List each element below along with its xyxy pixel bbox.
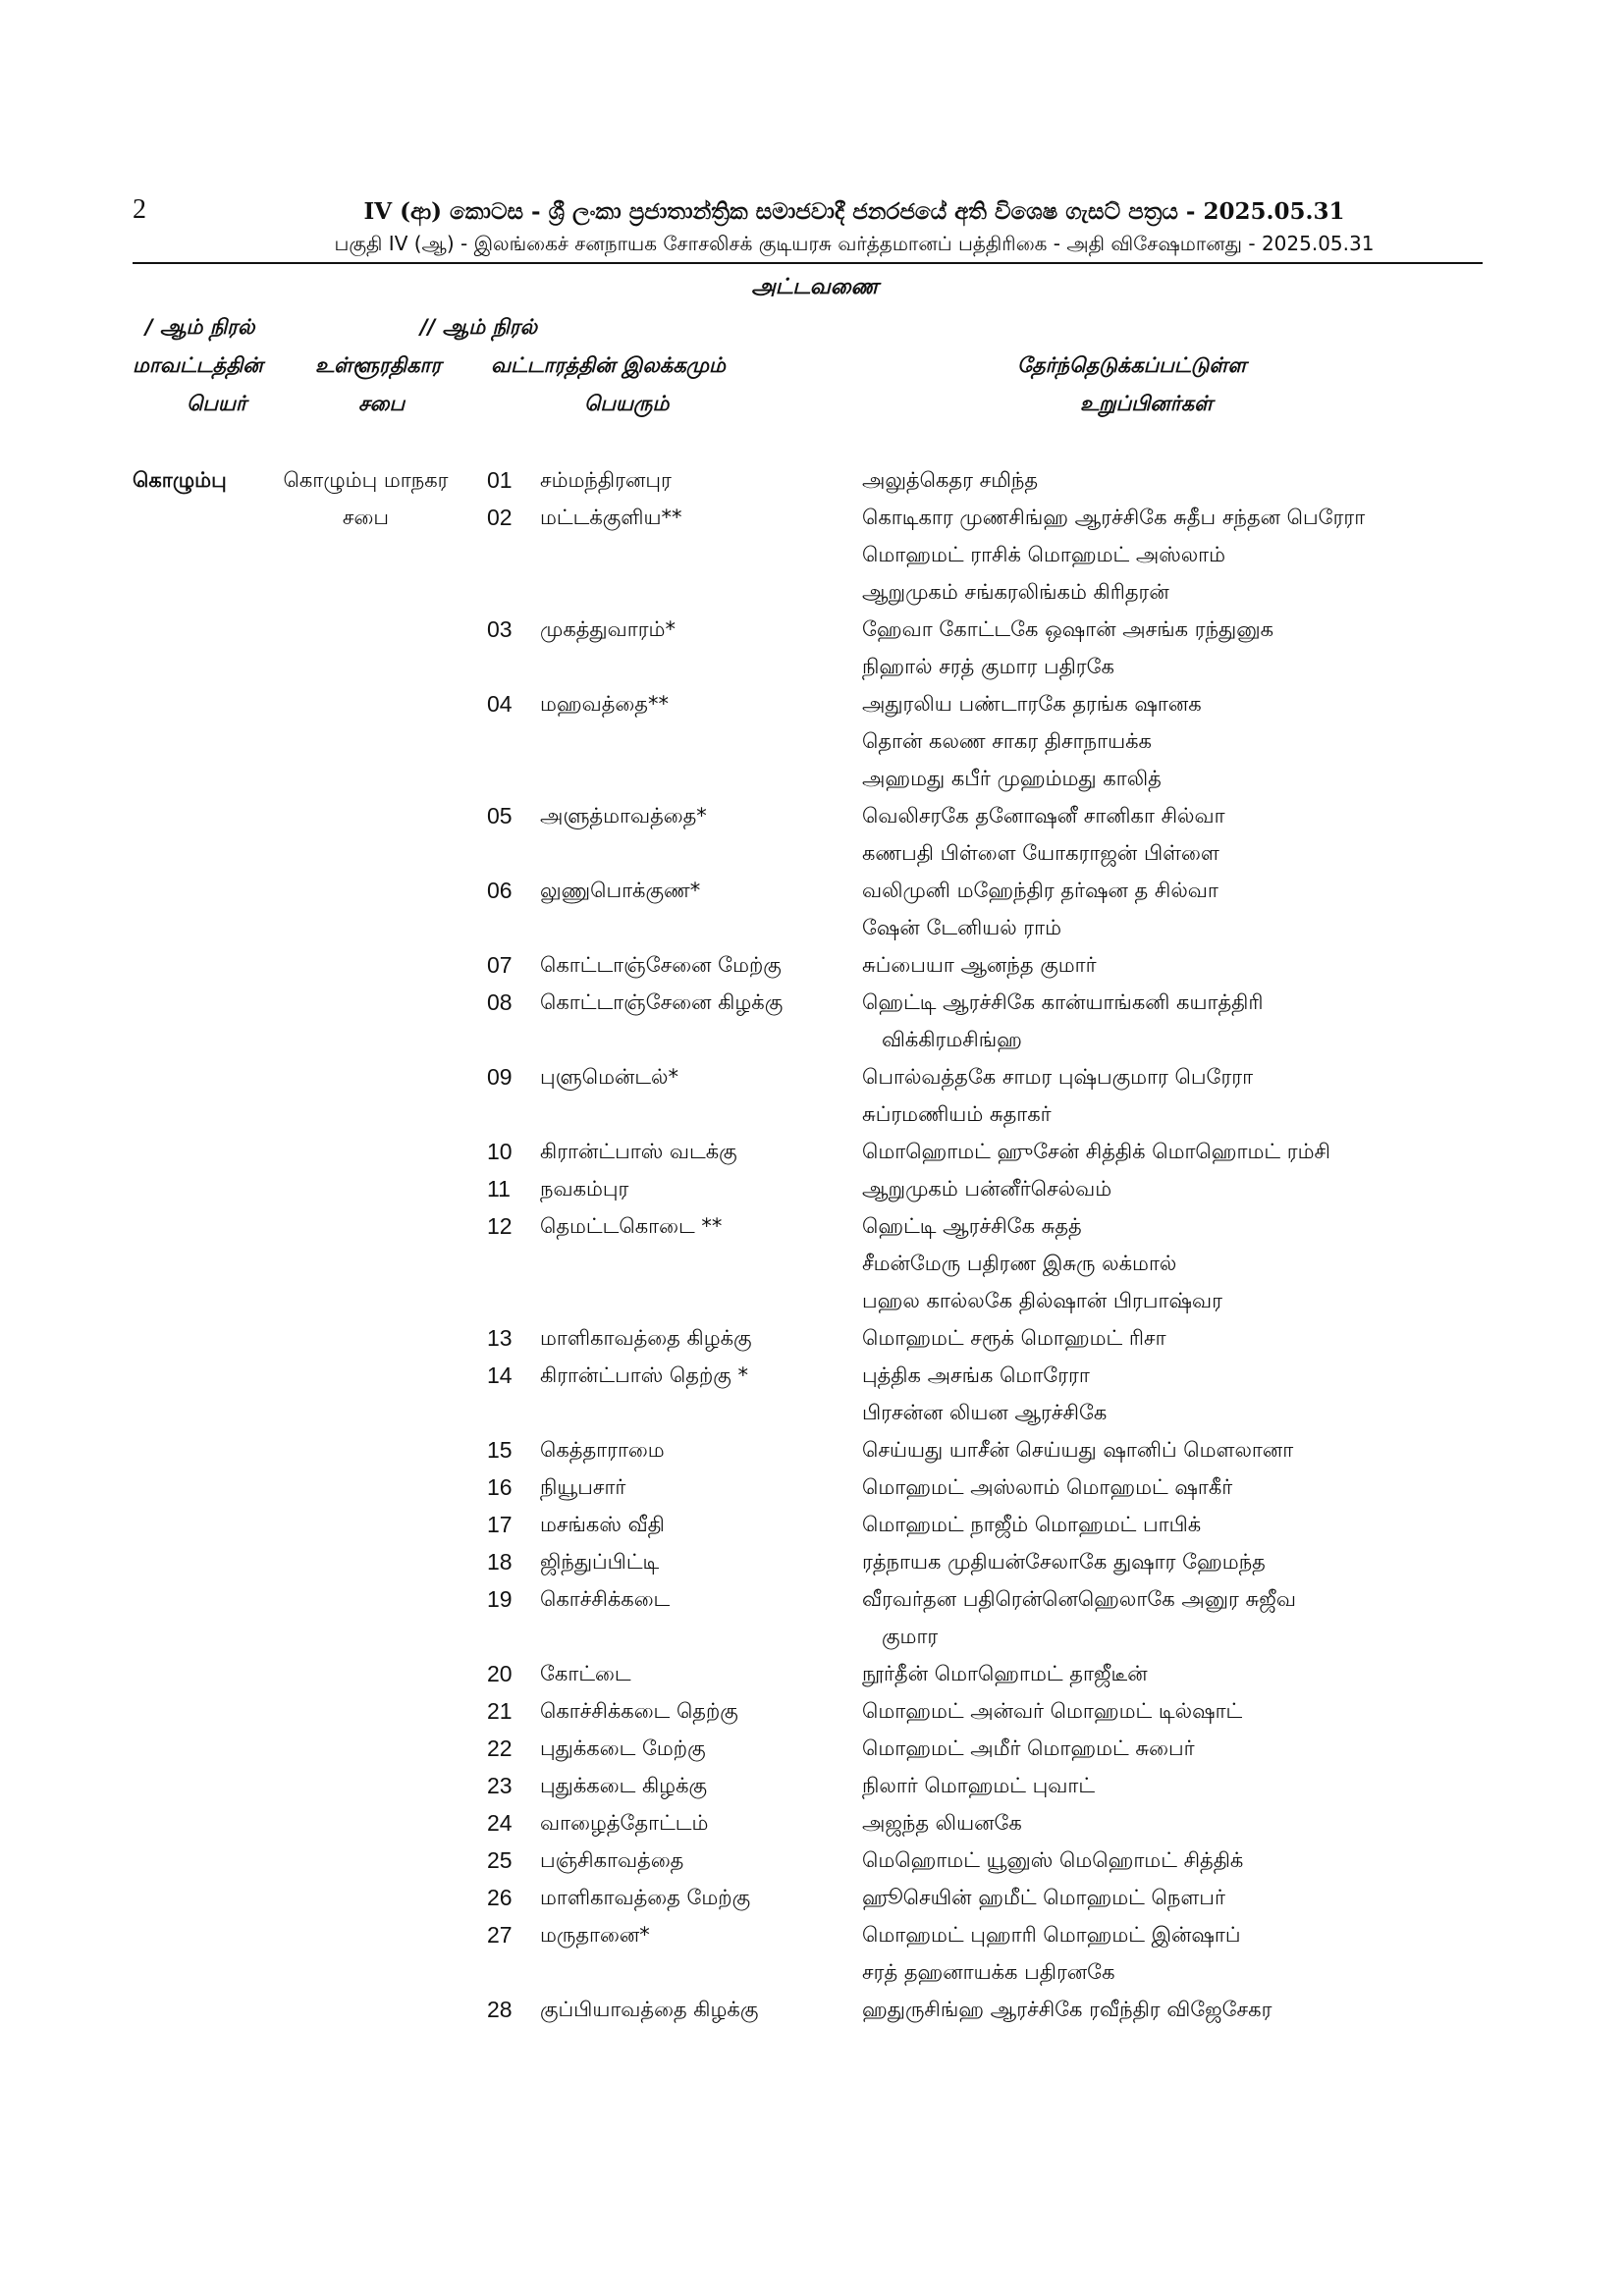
table-row	[0, 722, 1624, 760]
table-row	[0, 461, 1624, 499]
ward-number: 17	[487, 1512, 513, 1537]
table-row	[0, 1058, 1624, 1095]
table-row	[0, 797, 1624, 834]
member-name: பொல்வத்தகே சாமர புஷ்பகுமார பெரேரா	[862, 1065, 1254, 1089]
member-name: ஹதுருசிங்ஹ ஆரச்சிகே ரவீந்திர விஜேசேகர	[862, 1998, 1272, 2021]
member-name: சரத் தஹனாயக்க பதிரனகே	[862, 1960, 1115, 1984]
members-header-2: உறுப்பினர்கள்	[1080, 392, 1214, 415]
member-name: ஹெட்டி ஆரச்சிகே சுதத்	[862, 1214, 1082, 1238]
page-number: 2	[133, 194, 146, 225]
table-row	[0, 1655, 1624, 1692]
ward-name: மருதானை*	[540, 1923, 650, 1947]
member-name: ஹேவா கோட்டகே ஒஷான் அசங்க ரந்துனுக	[862, 617, 1274, 641]
member-name: சுப்பையா ஆனந்த குமார்	[862, 953, 1097, 977]
table-row	[0, 573, 1624, 611]
gazette-header-sinhala: IV (ආ) කොටස - ශ්‍රී ලංකා ප්‍රජාතාන්ත්‍රික සමාජවාදී ජනරජයේ අති විශෙෂ ගැසට් පත්‍රය - 2025.05.31	[363, 198, 1345, 225]
member-name: புத்திக அசங்க மொரேரா	[862, 1363, 1090, 1387]
ward-number: 19	[487, 1586, 513, 1612]
member-name: வீரவர்தன பதிரென்னெஹெலாகே அனுர சுஜீவ	[862, 1587, 1296, 1611]
council-name: சபை	[342, 506, 390, 529]
ward-number: 12	[487, 1213, 513, 1239]
ward-number: 09	[487, 1064, 513, 1090]
ward-name: சம்மந்திரனபுர	[540, 468, 672, 492]
member-name: கொடிகார முணசிங்ஹ ஆரச்சிகே சுதீப சந்தன பெரேரா	[862, 506, 1366, 529]
member-name: மொஹமட் புஹாரி மொஹமட் இன்ஷாப்	[862, 1923, 1241, 1947]
ward-number: 25	[487, 1847, 513, 1873]
header-rule	[133, 262, 1483, 264]
ward-number: 21	[487, 1698, 513, 1724]
table-row	[0, 685, 1624, 722]
table-row	[0, 1804, 1624, 1842]
ward-number: 15	[487, 1437, 513, 1463]
column-labels-row	[0, 308, 1624, 347]
ward-name: லுணுபொக்குண*	[540, 879, 701, 902]
ward-number: 27	[487, 1922, 513, 1948]
member-name: மொஹொமட் ஹுசேன் சித்திக் மொஹொமட் ரம்சி	[862, 1140, 1330, 1163]
table-row	[0, 1991, 1624, 2028]
ward-name: மஹவத்தை**	[540, 692, 669, 716]
council-header: உள்ளூரதிகார	[315, 353, 442, 377]
table-row	[0, 1543, 1624, 1580]
table-row	[0, 1730, 1624, 1767]
ward-name: கொட்டாஞ்சேனை மேற்கு	[540, 953, 782, 977]
ward-number: 14	[487, 1362, 513, 1388]
member-name: ஷேன் டேனியல் ராம்	[862, 916, 1062, 939]
ward-number: 18	[487, 1549, 513, 1575]
table-row	[0, 1095, 1624, 1133]
table-row	[0, 499, 1624, 536]
member-name: நிலார் மொஹமட் புவாட்	[862, 1774, 1096, 1797]
ward-name: தெமட்டகொடை **	[540, 1214, 723, 1238]
table-row	[0, 1357, 1624, 1394]
table-row	[0, 1245, 1624, 1282]
ward-number: 08	[487, 989, 513, 1015]
ward-number: 01	[487, 467, 513, 493]
ward-name: குப்பியாவத்தை கிழக்கு	[540, 1998, 759, 2021]
member-name: அலுத்கெதர சமிந்த	[862, 468, 1039, 492]
member-name: சீமன்மேரு பதிரண இசுரு லக்மால்	[862, 1252, 1177, 1275]
column-headers-row-2	[0, 385, 1624, 423]
table-row	[0, 1170, 1624, 1207]
member-name: குமார	[882, 1625, 939, 1648]
ward-number: 26	[487, 1885, 513, 1910]
ward-name: நவகம்புர	[540, 1177, 629, 1201]
table-row	[0, 1506, 1624, 1543]
table-row	[0, 1282, 1624, 1319]
member-name: மொஹமட் நாஜீம் மொஹமட் பாபிக்	[862, 1513, 1202, 1536]
ward-number: 24	[487, 1810, 513, 1836]
member-name: நிஹால் சரத் குமார பதிரகே	[862, 655, 1114, 678]
ward-name: வாழைத்தோட்டம்	[540, 1811, 709, 1835]
ward-number: 20	[487, 1661, 513, 1686]
ward-name: கொச்சிக்கடை தெற்கு	[540, 1699, 738, 1723]
column-headers-row-1	[0, 347, 1624, 385]
table-row	[0, 1842, 1624, 1879]
member-name: ஆறுமுகம் பன்னீர்செல்வம்	[862, 1177, 1112, 1201]
member-name: அஜந்த லியனகே	[862, 1811, 1022, 1835]
ward-name: கோட்டை	[540, 1662, 631, 1685]
table-row	[0, 1580, 1624, 1618]
member-name: மெஹொமட் யூனுஸ் மெஹொமட் சித்திக்	[862, 1848, 1244, 1872]
ward-number: 05	[487, 803, 513, 828]
member-name: மொஹமட் அஸ்லாம் மொஹமட் ஷாகீர்	[862, 1475, 1233, 1499]
ward-number: 10	[487, 1139, 513, 1164]
member-name: அஹமது கபீர் முஹம்மது காலித்	[862, 767, 1162, 790]
district-header: மாவட்டத்தின்	[133, 353, 263, 377]
member-name: வலிமுனி மஹேந்திர தர்ஷன த சில்வா	[862, 879, 1218, 902]
table-row	[0, 1953, 1624, 1991]
ward-name: கிரான்ட்பாஸ் வடக்கு	[540, 1140, 737, 1163]
ward-name: மசங்கஸ் வீதி	[540, 1513, 665, 1536]
council-name: கொழும்பு மாநகர	[283, 468, 449, 492]
ward-number: 04	[487, 691, 513, 717]
ward-name: நியூபசார்	[540, 1475, 626, 1499]
member-name: ஹெட்டி ஆரச்சிகே கான்யாங்கனி கயாத்திரி	[862, 990, 1264, 1014]
schedule-title: அட்டவணை	[751, 275, 879, 299]
column-2-label: // ஆம் நிரல்	[420, 315, 538, 339]
table-row	[0, 1879, 1624, 1916]
members-table	[0, 461, 1624, 2028]
table-row	[0, 1767, 1624, 1804]
table-row	[0, 984, 1624, 1021]
table-row	[0, 648, 1624, 685]
member-name: அதுரலிய பண்டாரகே தரங்க ஷானக	[862, 692, 1202, 716]
table-row	[0, 909, 1624, 946]
ward-name: அளுத்மாவத்தை*	[540, 804, 707, 828]
table-row	[0, 1394, 1624, 1431]
member-name: மொஹமட் சரூக் மொஹமட் ரிசா	[862, 1326, 1166, 1350]
table-row	[0, 1916, 1624, 1953]
table-row	[0, 1468, 1624, 1506]
ward-name: புதுக்கடை மேற்கு	[540, 1736, 706, 1760]
table-row	[0, 1207, 1624, 1245]
ward-name: பஞ்சிகாவத்தை	[540, 1848, 684, 1872]
ward-name: கெத்தாராமை	[540, 1438, 665, 1462]
ward-name: முகத்துவாரம்*	[540, 617, 676, 641]
ward-name: கொட்டாஞ்சேனை கிழக்கு	[540, 990, 784, 1014]
member-name: பஹல கால்லகே தில்ஷான் பிரபாஷ்வர	[862, 1289, 1222, 1312]
member-name: மொஹமட் ராசிக் மொஹமட் அஸ்லாம்	[862, 543, 1226, 566]
gazette-header-tamil: பகுதி IV (ஆ) - இலங்கைச் சனநாயக சோசலிசக் குடியரசு வர்த்தமானப் பத்திரிகை - அதி விசேஷமானது - 2025.05.31	[334, 232, 1375, 255]
member-name: மொஹமட் அமீர் மொஹமட் சுபைர்	[862, 1736, 1195, 1760]
ward-number: 16	[487, 1474, 513, 1500]
ward-number: 03	[487, 616, 513, 642]
ward-number: 23	[487, 1773, 513, 1798]
ward-header: வட்டாரத்தின் இலக்கமும்	[491, 353, 726, 377]
council-header-2: சபை	[358, 392, 406, 415]
ward-number: 02	[487, 505, 513, 530]
ward-number: 07	[487, 952, 513, 978]
ward-name: மாளிகாவத்தை மேற்கு	[540, 1886, 751, 1909]
column-1-label: / ஆம் நிரல்	[145, 315, 255, 339]
table-row	[0, 760, 1624, 797]
member-name: சுப்ரமணியம் சுதாகர்	[862, 1102, 1052, 1126]
table-row	[0, 1319, 1624, 1357]
table-row	[0, 872, 1624, 909]
ward-name: மட்டக்குளிய**	[540, 506, 682, 529]
ward-name: கொச்சிக்கடை	[540, 1587, 671, 1611]
ward-number: 28	[487, 1997, 513, 2022]
ward-number: 06	[487, 878, 513, 903]
members-header: தேர்ந்தெடுக்கப்பட்டுள்ள	[1017, 353, 1247, 377]
member-name: வெலிசரகே தனோஷனீ சானிகா சில்வா	[862, 804, 1225, 828]
member-name: கணபதி பிள்ளை யோகராஜன் பிள்ளை	[862, 841, 1219, 865]
table-row	[0, 1692, 1624, 1730]
table-row	[0, 536, 1624, 573]
ward-number: 13	[487, 1325, 513, 1351]
member-name: ரத்நாயக முதியன்சேலாகே துஷார ஹேமந்த	[862, 1550, 1266, 1574]
ward-name: புளுமென்டல்*	[540, 1065, 678, 1089]
table-row	[0, 834, 1624, 872]
table-row	[0, 611, 1624, 648]
member-name: விக்கிரமசிங்ஹ	[882, 1028, 1022, 1051]
member-name: ஆறுமுகம் சங்கரலிங்கம் கிரிதரன்	[862, 580, 1169, 604]
member-name: தொன் கலண சாகர திசாநாயக்க	[862, 729, 1152, 753]
district-name: கொழும்பு	[133, 468, 227, 492]
member-name: செய்யது யாசீன் செய்யது ஷானிப் மௌலானா	[862, 1438, 1294, 1462]
table-row	[0, 1431, 1624, 1468]
ward-name: மாளிகாவத்தை கிழக்கு	[540, 1326, 752, 1350]
ward-number: 22	[487, 1735, 513, 1761]
member-name: மொஹமட் அன்வர் மொஹமட் டில்ஷாட்	[862, 1699, 1243, 1723]
table-row	[0, 1133, 1624, 1170]
table-row	[0, 1618, 1624, 1655]
ward-name: ஜிந்துப்பிட்டி	[540, 1550, 660, 1574]
district-header-2: பெயர்	[187, 392, 246, 415]
table-row	[0, 1021, 1624, 1058]
ward-name: புதுக்கடை கிழக்கு	[540, 1774, 708, 1797]
ward-header-2: பெயரும்	[584, 392, 670, 415]
ward-name: கிரான்ட்பாஸ் தெற்கு *	[540, 1363, 748, 1387]
ward-number: 11	[487, 1176, 511, 1201]
table-row	[0, 946, 1624, 984]
member-name: நூர்தீன் மொஹொமட் தாஜீடீன்	[862, 1662, 1148, 1685]
member-name: பிரசன்ன லியன ஆரச்சிகே	[862, 1401, 1108, 1424]
member-name: ஹூசெயின் ஹமீட் மொஹமட் நௌபர்	[862, 1886, 1225, 1909]
